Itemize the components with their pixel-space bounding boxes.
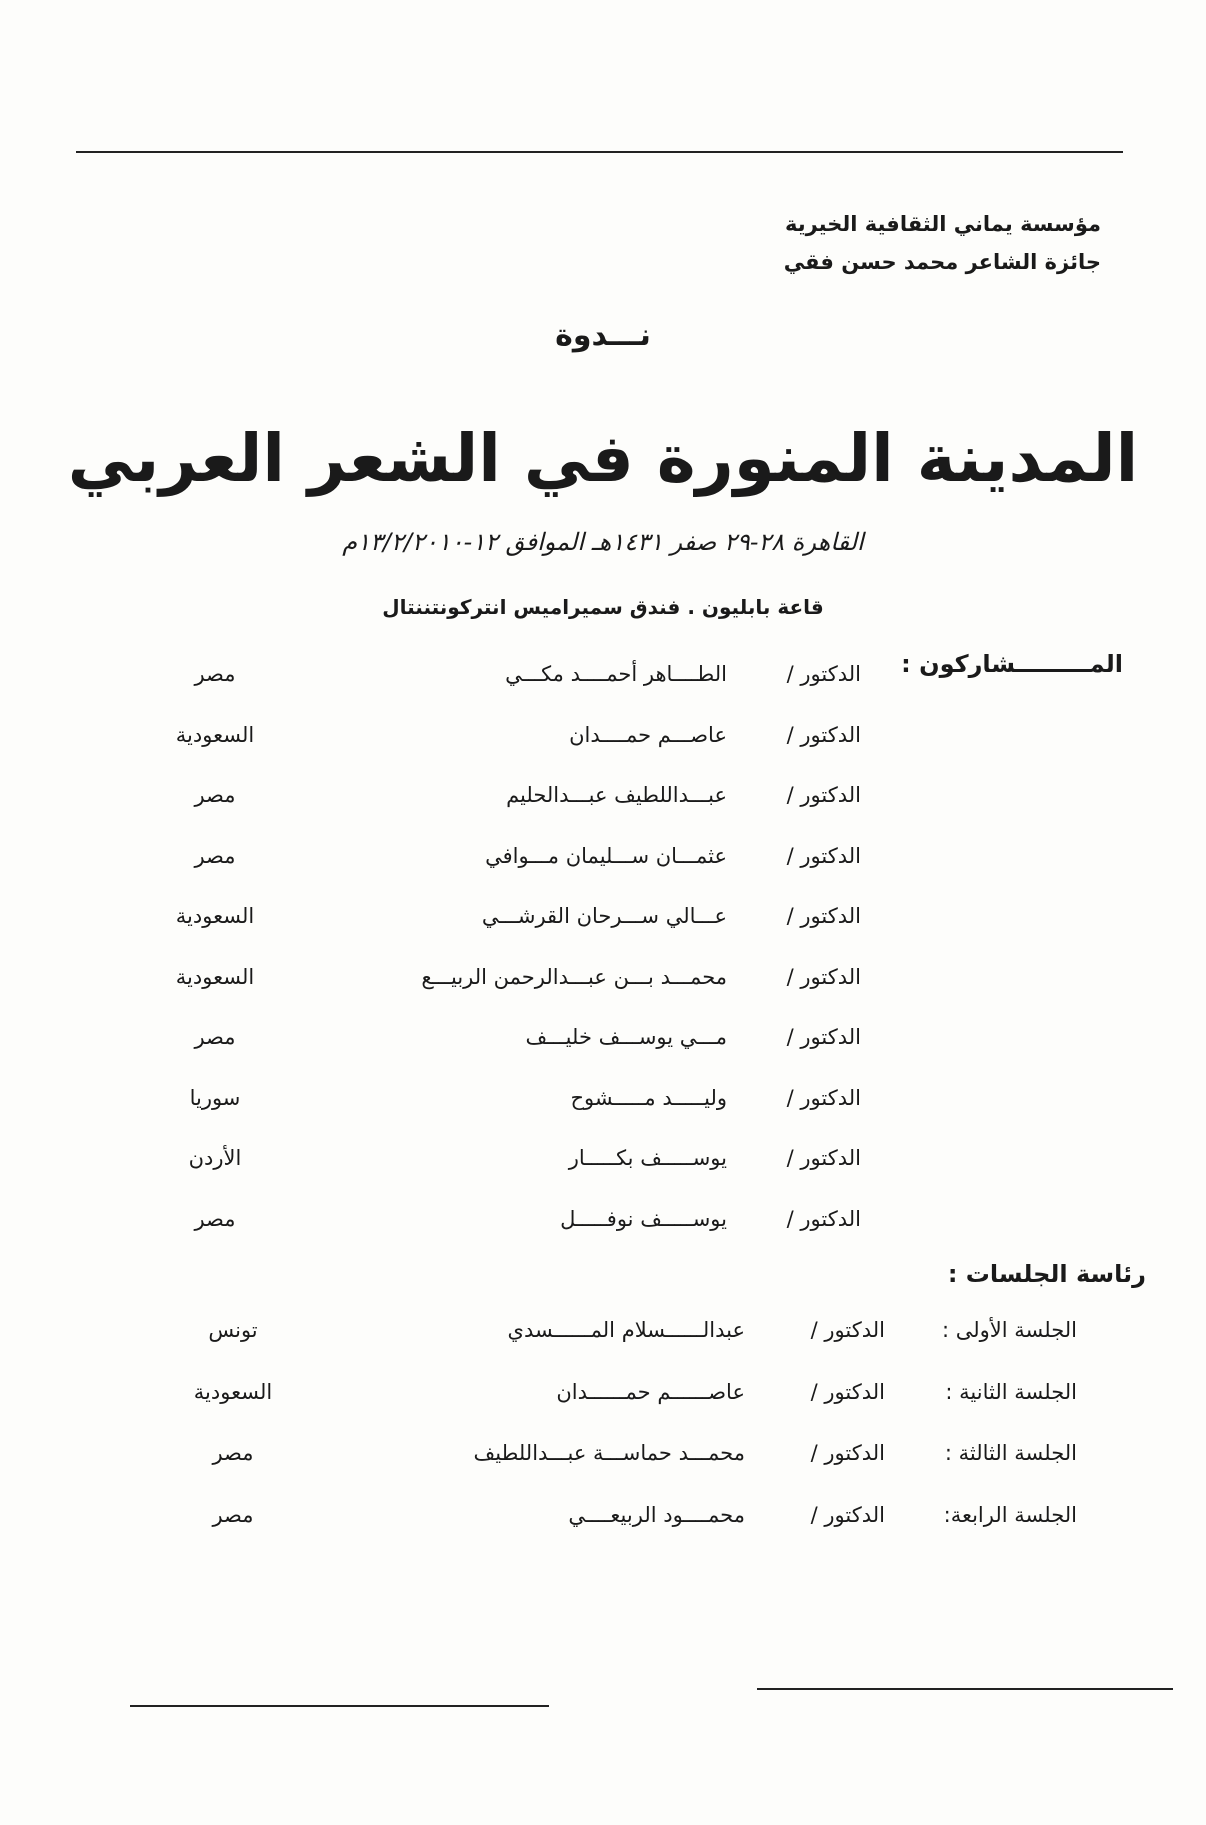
participant-name: يوســـــف نوفـــــل (560, 1206, 727, 1231)
participant-row (0, 783, 1206, 823)
participant-country: السعودية (175, 904, 255, 928)
participant-name: عبـــداللطيف عبـــدالحليم (506, 783, 727, 807)
participant-country: السعودية (175, 722, 255, 747)
participant-country: مصر (194, 1206, 236, 1231)
participant-name: عثمـــان ســـليمان مـــوافي (485, 843, 727, 868)
participant-row (0, 1086, 1206, 1126)
session-label: الجلسة الثانية : (945, 1379, 1077, 1404)
event-type: نـــدوة (555, 318, 651, 353)
session-chair-country: تونس (208, 1318, 258, 1342)
session-chair-country: مصر (212, 1503, 254, 1528)
session-chair-title: الدكتور / (810, 1503, 885, 1528)
participant-title: الدكتور / (786, 783, 861, 807)
session-chair-country: السعودية (193, 1379, 273, 1404)
session-chair-name: عبدالــــــسلام المــــــسدي (507, 1318, 745, 1342)
session-chair-country: مصر (212, 1441, 254, 1466)
participant-name: الطــــاهر أحمــــد مكـــي (505, 662, 727, 686)
top-rule (76, 151, 1123, 153)
participant-row (0, 1025, 1206, 1065)
participant-name: مـــي يوســـف خليـــف (525, 1025, 727, 1049)
event-venue: قاعة بابليون . فندق سميراميس انتركونتننتال (382, 595, 824, 619)
participant-row (0, 662, 1206, 702)
participant-name: عاصـــم حمــــدان (569, 722, 727, 747)
participant-country: سوريا (189, 1085, 241, 1110)
participant-title: الدكتور / (786, 722, 861, 747)
participant-row (0, 965, 1206, 1005)
session-chair-title: الدكتور / (810, 1318, 885, 1342)
participant-country: الأردن (188, 1146, 242, 1170)
participant-title: الدكتور / (786, 1206, 861, 1231)
bottom-rule-right (757, 1688, 1173, 1690)
award-name: جائزة الشاعر محمد حسن فقي (783, 250, 1101, 274)
session-label: الجلسة الثالثة : (944, 1441, 1077, 1466)
participant-country: مصر (194, 662, 236, 686)
participant-title: الدكتور / (786, 964, 861, 989)
event-date: القاهرة ٢٨-٢٩ صفر ١٤٣١هـ الموافق ١٢-١٣/٢/٢٠١٠م (342, 528, 864, 556)
participant-row (0, 904, 1206, 944)
session-row (0, 1441, 1206, 1481)
participant-title: الدكتور / (786, 843, 861, 868)
participant-title: الدكتور / (786, 1085, 861, 1110)
participant-title: الدكتور / (786, 904, 861, 928)
participant-row (0, 1146, 1206, 1186)
participant-country: مصر (194, 783, 236, 807)
session-row (0, 1318, 1206, 1358)
session-row (0, 1503, 1206, 1543)
participant-row (0, 1207, 1206, 1247)
participants-heading: المـــــــــشاركون : (901, 650, 1123, 678)
session-label: الجلسة الرابعة: (943, 1503, 1077, 1528)
participant-row (0, 723, 1206, 763)
session-chair-name: محمـــد حماســـة عبـــداللطيف (473, 1441, 745, 1466)
sessions-heading: رئاسة الجلسات : (947, 1260, 1146, 1288)
participant-country: مصر (194, 843, 236, 868)
session-chair-title: الدكتور / (810, 1441, 885, 1466)
participant-title: الدكتور / (786, 662, 861, 686)
session-chair-title: الدكتور / (810, 1379, 885, 1404)
participant-country: مصر (194, 1025, 236, 1049)
participant-title: الدكتور / (786, 1025, 861, 1049)
session-label: الجلسة الأولى : (941, 1318, 1077, 1342)
participant-name: يوســـــف بكـــــار (568, 1146, 727, 1170)
session-chair-name: محمــــود الربيعــــي (568, 1503, 745, 1528)
bottom-rule-left (130, 1705, 549, 1707)
participant-country: السعودية (175, 964, 255, 989)
session-row (0, 1380, 1206, 1420)
participant-name: وليـــــد مـــــشوح (570, 1085, 727, 1110)
participant-row (0, 844, 1206, 884)
participant-title: الدكتور / (786, 1146, 861, 1170)
session-chair-name: عاصــــــم حمــــــدان (556, 1379, 745, 1404)
organization-name: مؤسسة يماني الثقافية الخيرية (784, 212, 1101, 236)
page-title: المدينة المنورة في الشعر العربي (67, 420, 1139, 497)
participant-name: محمـــد بـــن عبـــدالرحمن الربيـــع (421, 964, 727, 989)
participant-name: عـــالي ســـرحان القرشـــي (481, 904, 727, 928)
